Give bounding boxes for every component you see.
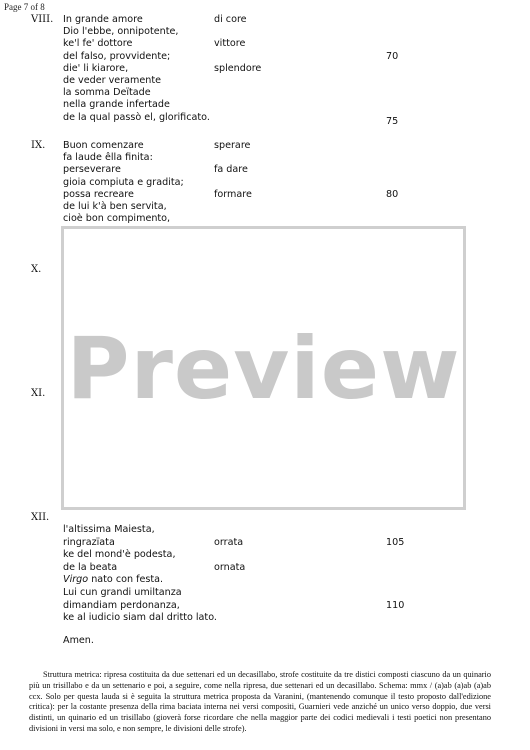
verse-line: ke'l fe' dottore — [63, 38, 133, 50]
verse-line: dimandiam perdonanza, — [63, 599, 180, 611]
stanza-numeral: IX. — [31, 140, 46, 151]
verse-line: la somma Deïtade — [63, 87, 151, 99]
verse-line: del falso, provvidente; — [63, 50, 171, 62]
verse-line: gioia compiuta e gradita; — [63, 176, 184, 188]
verse-line: ke al iudicio siam dal dritto lato. — [63, 612, 217, 624]
rhyme-word: ornata — [214, 561, 246, 573]
closing-amen: Amen. — [63, 635, 94, 646]
metrical-notes — [29, 670, 491, 735]
stanza-numeral: VIII. — [31, 14, 54, 25]
verse-line: possa recreare — [63, 188, 134, 200]
verse-line-italic-lead — [63, 574, 163, 586]
verse-line: Buon comenzare — [63, 140, 144, 151]
verse-line-rest: nato con festa. — [88, 574, 164, 586]
stanza-numeral: X. — [31, 264, 42, 275]
stanza-numeral: XII. — [31, 512, 50, 523]
verse-line: cioè bon compimento, — [63, 213, 171, 225]
page-number: Page 7 of 8 — [4, 2, 45, 12]
notes-paragraph: Struttura metrica: ripresa costituita da due settenari ed un decasillabo, strofe costituite da tre distici composti ciascuno da un quinario più un trisillabo e da un settenario e poi, a seguire, come nella ripresa, due settenari ed un decasillabo. Schema: mmx / (a)ab (a)ab (a)ab ccx. Solo per questa lauda si è seguita la struttura metrica proposta da Varanini, (mantenendo comunque il testo proposto dall'edizione critica): per la costante presenza della rima baciata interna nei versi compositi, Guarnieri vede anziché un unico verso doppio, due versi distinti, un quinario ed un trisillabo (gioverà forse ricordare che nella maggior parte dei codici medievali i testi poetici non presentano divisioni in versi ma solo, e non sempre, le divisioni delle strofe). — [29, 670, 491, 733]
verse-line: die' li kiarore, — [63, 62, 129, 74]
verse-line: Dio l'ebbe, onnipotente, — [63, 26, 179, 38]
verse-line: de veder veramente — [63, 75, 162, 86]
rhyme-word: formare — [214, 188, 252, 200]
verse-line: Lui cun grandi umiltanza — [63, 587, 182, 598]
preview-watermark: Preview — [66, 319, 461, 419]
stanza-numeral: XI. — [31, 388, 46, 399]
verse-line: de la qual passò el, glorificato. — [63, 111, 210, 123]
verse-line: ringrazïata — [63, 536, 115, 548]
verse-line: l'altissima Maiesta, — [63, 524, 155, 535]
verse-line: de la beata — [63, 561, 118, 573]
rhyme-word: orrata — [214, 536, 244, 548]
verse-line: fa laude êlla finita: — [63, 152, 153, 164]
verse-line: In grande amore — [63, 14, 143, 25]
rhyme-word: fa dare — [214, 164, 248, 176]
verse-line: de lui k'à ben servita, — [63, 201, 167, 212]
line-number: 80 — [386, 188, 399, 200]
line-number: 70 — [386, 50, 399, 62]
italic-word: Virgo — [63, 574, 89, 586]
rhyme-word: vittore — [214, 38, 246, 50]
preview-overlay — [61, 226, 466, 510]
line-number: 105 — [386, 536, 405, 548]
verse-line: perseverare — [63, 164, 121, 176]
verse-line: nella grande infertade — [63, 99, 170, 111]
line-number: 75 — [386, 115, 399, 127]
rhyme-word: sperare — [214, 140, 251, 151]
line-number: 110 — [386, 599, 405, 611]
verse-line: ke del mond'è podesta, — [63, 549, 176, 561]
rhyme-word: splendore — [214, 62, 262, 74]
rhyme-word: di core — [214, 14, 247, 25]
